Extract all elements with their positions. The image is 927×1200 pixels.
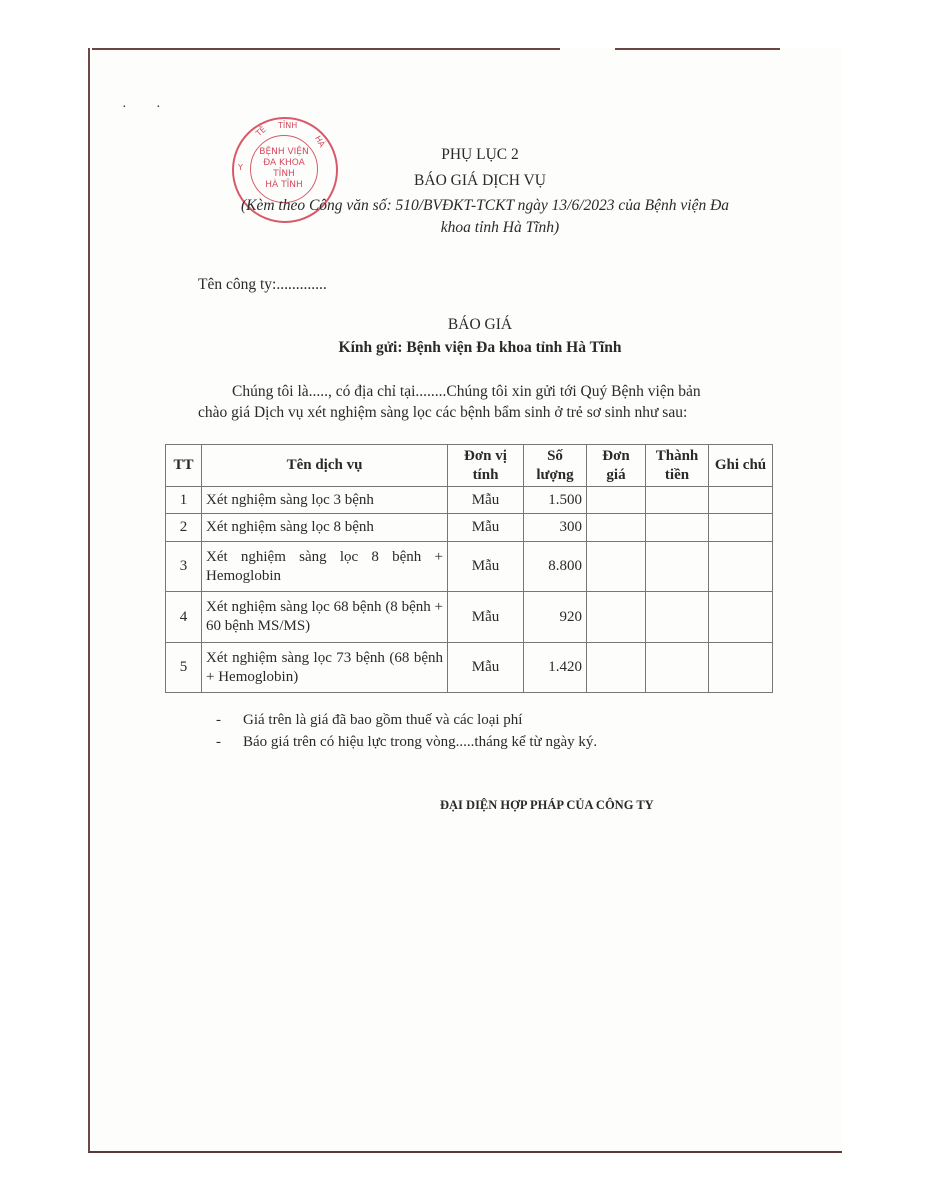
col-header-service: Tên dịch vụ <box>202 445 448 487</box>
cell-total <box>646 487 709 514</box>
scan-edge <box>92 48 560 50</box>
cell-note <box>709 487 773 514</box>
cell-tt: 4 <box>166 592 202 643</box>
cell-price <box>587 487 646 514</box>
cell-note <box>709 592 773 643</box>
note-item: - Giá trên là giá đã bao gồm thuế và các loại phí <box>216 712 523 728</box>
quote-title: BÁO GIÁ <box>447 316 513 333</box>
cell-service: Xét nghiệm sàng lọc 3 bệnh <box>202 487 448 514</box>
col-header-tt: TT <box>166 445 202 487</box>
subtitle-line-2: khoa tỉnh Hà Tĩnh) <box>440 219 560 236</box>
cell-unit: Mẫu <box>448 487 524 514</box>
cell-tt: 5 <box>166 643 202 693</box>
stamp-text: ĐA KHOA <box>263 158 305 168</box>
note-item: - Báo giá trên có hiệu lực trong vòng.....tháng kể từ ngày ký. <box>216 734 598 750</box>
table-row <box>166 643 773 693</box>
table-row <box>166 542 773 592</box>
appendix-label: PHỤ LỤC 2 <box>441 146 519 163</box>
intro-line-1: Chúng tôi là....., có địa chỉ tại........Chúng tôi xin gửi tới Quý Bệnh viện bản <box>232 383 701 400</box>
cell-service: Xét nghiệm sàng lọc 68 bệnh (8 bệnh + 60 bệnh MS/MS) <box>202 592 448 643</box>
intro-line-2: chào giá Dịch vụ xét nghiệm sàng lọc các bệnh bẩm sinh ở trẻ sơ sinh như sau: <box>198 404 688 421</box>
cell-tt: 2 <box>166 514 202 542</box>
cell-qty: 920 <box>524 592 587 643</box>
cell-total <box>646 592 709 643</box>
cell-price <box>587 643 646 693</box>
cell-qty: 300 <box>524 514 587 542</box>
cell-total <box>646 514 709 542</box>
col-header-qty: Số lượng <box>524 445 587 487</box>
cell-unit: Mẫu <box>448 514 524 542</box>
col-header-price: Đơn giá <box>587 445 646 487</box>
cell-unit: Mẫu <box>448 592 524 643</box>
cell-total <box>646 643 709 693</box>
document-title: BÁO GIÁ DỊCH VỤ <box>414 172 546 189</box>
cell-service: Xét nghiệm sàng lọc 8 bệnh + Hemoglobin <box>202 542 448 592</box>
cell-service: Xét nghiệm sàng lọc 8 bệnh <box>202 514 448 542</box>
addressee: Kính gửi: Bệnh viện Đa khoa tỉnh Hà Tĩnh <box>338 339 622 356</box>
scan-edge <box>615 48 780 50</box>
cell-price <box>587 592 646 643</box>
cell-unit: Mẫu <box>448 643 524 693</box>
cell-qty: 1.420 <box>524 643 587 693</box>
cell-note <box>709 643 773 693</box>
cell-note <box>709 542 773 592</box>
stamp-text: TỈNH <box>273 169 295 179</box>
hospital-stamp: TẾ TỈNH HÀ Y BỆNH VIỆN ĐA KHOA TỈNH HÀ TĨNH <box>232 117 338 223</box>
scan-dot: · <box>122 100 127 115</box>
scan-dot: · <box>156 100 161 115</box>
cell-qty: 1.500 <box>524 487 587 514</box>
cell-note <box>709 514 773 542</box>
cell-price <box>587 542 646 592</box>
note-text: Giá trên là giá đã bao gồm thuế và các loại phí <box>243 712 523 728</box>
table-row <box>166 592 773 643</box>
note-text: Báo giá trên có hiệu lực trong vòng.....tháng kể từ ngày ký. <box>243 734 598 750</box>
stamp-text: HÀ TĨNH <box>265 180 303 190</box>
stamp-text: BỆNH VIỆN <box>259 147 309 157</box>
cell-tt: 1 <box>166 487 202 514</box>
table-row <box>166 487 773 514</box>
table-header-row <box>166 445 773 487</box>
company-name-field: Tên công ty:............. <box>198 276 327 293</box>
col-header-total: Thành tiền <box>646 445 709 487</box>
cell-total <box>646 542 709 592</box>
signature-label: ĐẠI DIỆN HỢP PHÁP CỦA CÔNG TY <box>440 798 654 812</box>
col-header-note: Ghi chú <box>709 445 773 487</box>
subtitle-line-1: (Kèm theo Công văn số: 510/BVĐKT-TCKT ngày 13/6/2023 của Bệnh viện Đa <box>240 197 730 214</box>
cell-qty: 8.800 <box>524 542 587 592</box>
col-header-unit: Đơn vị tính <box>448 445 524 487</box>
cell-tt: 3 <box>166 542 202 592</box>
cell-price <box>587 514 646 542</box>
price-table <box>165 444 773 693</box>
table-row <box>166 514 773 542</box>
cell-unit: Mẫu <box>448 542 524 592</box>
cell-service: Xét nghiệm sàng lọc 73 bệnh (68 bệnh + Hemoglobin) <box>202 643 448 693</box>
